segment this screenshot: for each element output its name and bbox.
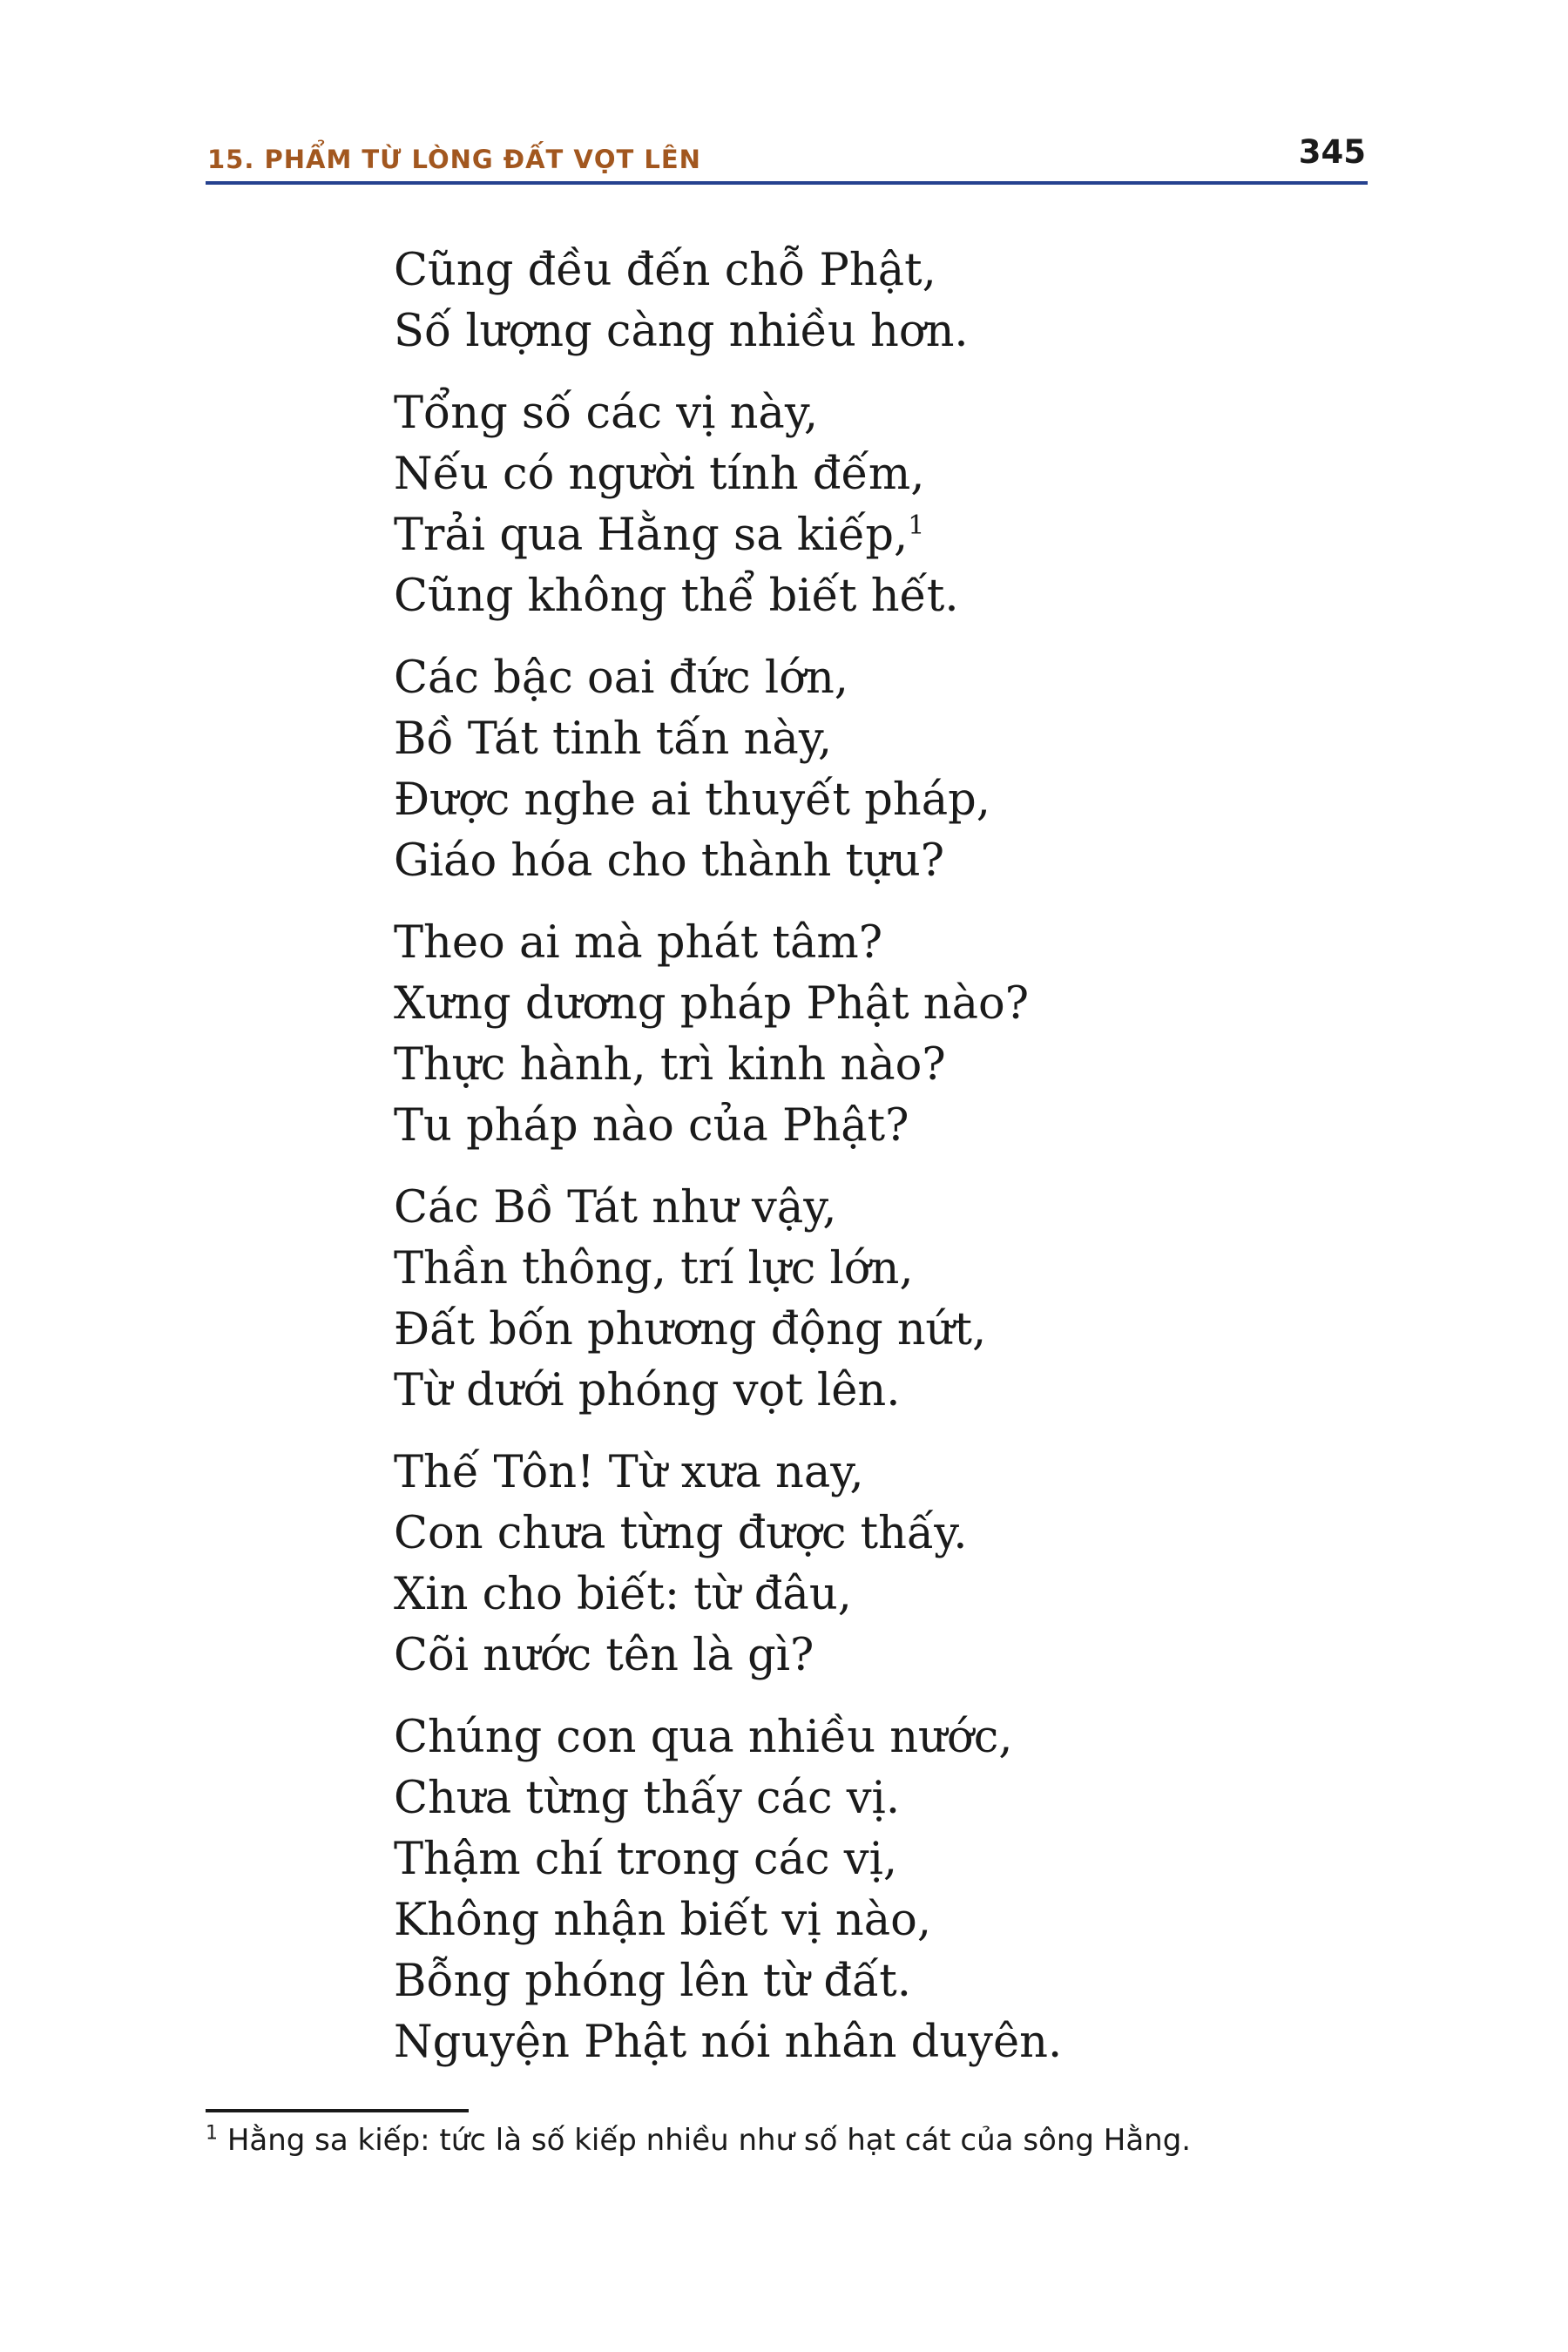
stanza-3 bbox=[394, 648, 1352, 892]
footnote-reference[interactable]: 1 bbox=[908, 510, 925, 541]
poem-line: Thế Tôn! Từ xưa nay, bbox=[394, 1447, 864, 1498]
poem-line: Tổng số các vị này, bbox=[394, 388, 819, 439]
poem-line: Bỗng phóng lên từ đất. bbox=[394, 1956, 911, 2007]
poem-line: Cũng đều đến chỗ Phật, bbox=[394, 245, 936, 296]
poem-line: Các bậc oai đức lớn, bbox=[394, 652, 849, 704]
poem-line: Chúng con qua nhiều nước, bbox=[394, 1712, 1013, 1763]
poem-line: Bồ Tát tinh tấn này, bbox=[394, 713, 833, 765]
poem-line: Nguyện Phật nói nhân duyên. bbox=[394, 2017, 1063, 2068]
stanza-1 bbox=[394, 240, 1352, 362]
poem-line: Xin cho biết: từ đâu, bbox=[394, 1569, 852, 1620]
poem-line: Đất bốn phương động nứt, bbox=[394, 1304, 987, 1355]
page-number: 345 bbox=[1298, 133, 1366, 171]
footnote-divider bbox=[206, 2109, 469, 2112]
poem-line: Tu pháp nào của Phật? bbox=[394, 1100, 909, 1152]
stanza-2 bbox=[394, 383, 1352, 627]
poem-line: Không nhận biết vị nào, bbox=[394, 1895, 932, 1946]
poem-line: Từ dưới phóng vọt lên. bbox=[394, 1365, 901, 1416]
stanza-5 bbox=[394, 1178, 1352, 1422]
running-header bbox=[206, 122, 1368, 185]
chapter-title: 15. PHẨM TỪ LÒNG ĐẤT VỌT LÊN bbox=[207, 145, 701, 174]
poem-line: Số lượng càng nhiều hơn. bbox=[394, 306, 969, 357]
poem-line: Giáo hóa cho thành tựu? bbox=[394, 835, 945, 887]
poem-line: Được nghe ai thuyết pháp, bbox=[394, 774, 990, 826]
poem-line: Thực hành, trì kinh nào? bbox=[394, 1039, 946, 1091]
stanza-4 bbox=[394, 913, 1352, 1157]
footnote bbox=[206, 2123, 1191, 2158]
poem-line: Cũng không thể biết hết. bbox=[394, 571, 959, 622]
poem-line: Chưa từng thấy các vị. bbox=[394, 1773, 901, 1824]
footnote-text: Hằng sa kiếp: tức là số kiếp nhiều như số hạt cát của sông Hằng. bbox=[226, 2123, 1192, 2158]
poem-line: Con chưa từng được thấy. bbox=[394, 1508, 968, 1559]
poem-line-with-footnote bbox=[394, 505, 1352, 566]
poem-line: Thần thông, trí lực lớn, bbox=[394, 1243, 914, 1294]
poem-line: Xưng dương pháp Phật nào? bbox=[394, 978, 1030, 1030]
poem-line: Nếu có người tính đếm, bbox=[394, 449, 925, 500]
footnote-marker: 1 bbox=[206, 2122, 218, 2145]
poem-line: Theo ai mà phát tâm? bbox=[394, 917, 883, 969]
poem-line-text: Trải qua Hằng sa kiếp, bbox=[394, 510, 909, 561]
poem-line: Thậm chí trong các vị, bbox=[394, 1834, 898, 1885]
poem-line: Cõi nước tên là gì? bbox=[394, 1630, 814, 1681]
stanza-6 bbox=[394, 1443, 1352, 1686]
stanza-7 bbox=[394, 1707, 1352, 2073]
poem-line: Các Bồ Tát như vậy, bbox=[394, 1182, 837, 1233]
poem bbox=[394, 240, 1352, 2094]
